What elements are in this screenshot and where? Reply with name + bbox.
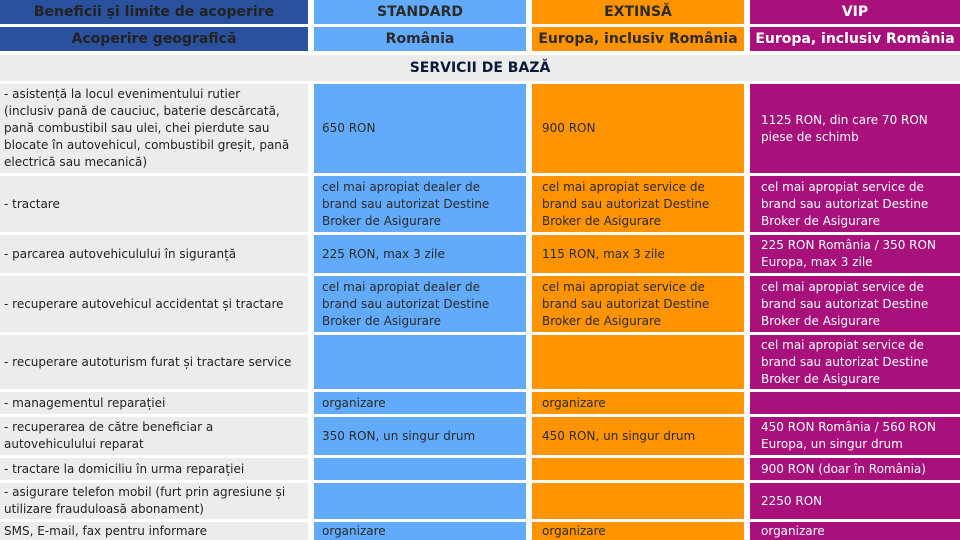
row-benefit: - recuperarea de către beneficiar a autovehiculului reparat (0, 417, 308, 455)
row-extinsa-value: 115 RON, max 3 zile (532, 235, 744, 273)
table-row (0, 417, 960, 455)
table-row (0, 235, 960, 273)
coverage-row (0, 27, 960, 51)
header-vip: VIP (750, 0, 960, 24)
row-extinsa-value: 450 RON, un singur drum (532, 417, 744, 455)
header-benefits: Beneficii și limite de acoperire (0, 0, 308, 24)
row-standard-value (314, 483, 526, 519)
row-extinsa-value (532, 335, 744, 389)
row-extinsa-value: organizare (532, 392, 744, 414)
row-vip-value: 2250 RON (750, 483, 960, 519)
row-benefit: - parcarea autovehiculului în siguranță (0, 235, 308, 273)
row-benefit: - asistență la locul evenimentului rutier (inclusiv pană de cauciuc, baterie descărcată, pană combustibil sau ulei, chei pierdute sau blocate în autovehicul, combustibil greșit, pană electrică sau mecanică) (0, 84, 308, 173)
row-extinsa-value: cel mai apropiat service de brand sau autorizat Destine Broker de Asigurare (532, 276, 744, 332)
row-standard-value: cel mai apropiat dealer de brand sau autorizat Destine Broker de Asigurare (314, 176, 526, 232)
table-header-row (0, 0, 960, 24)
row-standard-value: cel mai apropiat dealer de brand sau autorizat Destine Broker de Asigurare (314, 276, 526, 332)
row-standard-value (314, 335, 526, 389)
row-benefit: SMS, E-mail, fax pentru informare (0, 522, 308, 540)
coverage-vip: Europa, inclusiv România (750, 27, 960, 51)
row-extinsa-value (532, 483, 744, 519)
row-standard-value: 350 RON, un singur drum (314, 417, 526, 455)
row-vip-value: 900 RON (doar în România) (750, 458, 960, 480)
coverage-label: Acoperire geografică (0, 27, 308, 51)
section-title: SERVICII DE BAZĂ (0, 55, 960, 81)
row-benefit: - recuperare autovehicul accidentat și tractare (0, 276, 308, 332)
row-benefit: - tractare la domiciliu în urma reparației (0, 458, 308, 480)
header-extinsa: EXTINSĂ (532, 0, 744, 24)
table-row (0, 458, 960, 480)
table-row (0, 483, 960, 519)
coverage-extinsa: Europa, inclusiv România (532, 27, 744, 51)
row-benefit: - tractare (0, 176, 308, 232)
table-row (0, 392, 960, 414)
row-standard-value: organizare (314, 392, 526, 414)
row-vip-value: 225 RON România / 350 RON Europa, max 3 zile (750, 235, 960, 273)
header-standard: STANDARD (314, 0, 526, 24)
coverage-standard: România (314, 27, 526, 51)
row-extinsa-value: 900 RON (532, 84, 744, 173)
table-row (0, 276, 960, 332)
row-standard-value: organizare (314, 522, 526, 540)
row-benefit: - managementul reparației (0, 392, 308, 414)
row-standard-value: 225 RON, max 3 zile (314, 235, 526, 273)
table-row (0, 84, 960, 173)
row-vip-value: cel mai apropiat service de brand sau autorizat Destine Broker de Asigurare (750, 276, 960, 332)
row-vip-value: cel mai apropiat service de brand sau autorizat Destine Broker de Asigurare (750, 335, 960, 389)
row-vip-value: cel mai apropiat service de brand sau autorizat Destine Broker de Asigurare (750, 176, 960, 232)
row-extinsa-value: organizare (532, 522, 744, 540)
row-vip-value: 450 RON România / 560 RON Europa, un singur drum (750, 417, 960, 455)
row-vip-value: 1125 RON, din care 70 RON piese de schimb (750, 84, 960, 173)
row-benefit: - recuperare autoturism furat și tractare service (0, 335, 308, 389)
row-vip-value: organizare (750, 522, 960, 540)
table-row (0, 176, 960, 232)
table-row (0, 335, 960, 389)
row-vip-value (750, 392, 960, 414)
row-extinsa-value (532, 458, 744, 480)
row-standard-value: 650 RON (314, 84, 526, 173)
row-standard-value (314, 458, 526, 480)
table-row (0, 522, 960, 540)
row-benefit: - asigurare telefon mobil (furt prin agresiune și utilizare frauduloasă abonament) (0, 483, 308, 519)
row-extinsa-value: cel mai apropiat service de brand sau autorizat Destine Broker de Asigurare (532, 176, 744, 232)
